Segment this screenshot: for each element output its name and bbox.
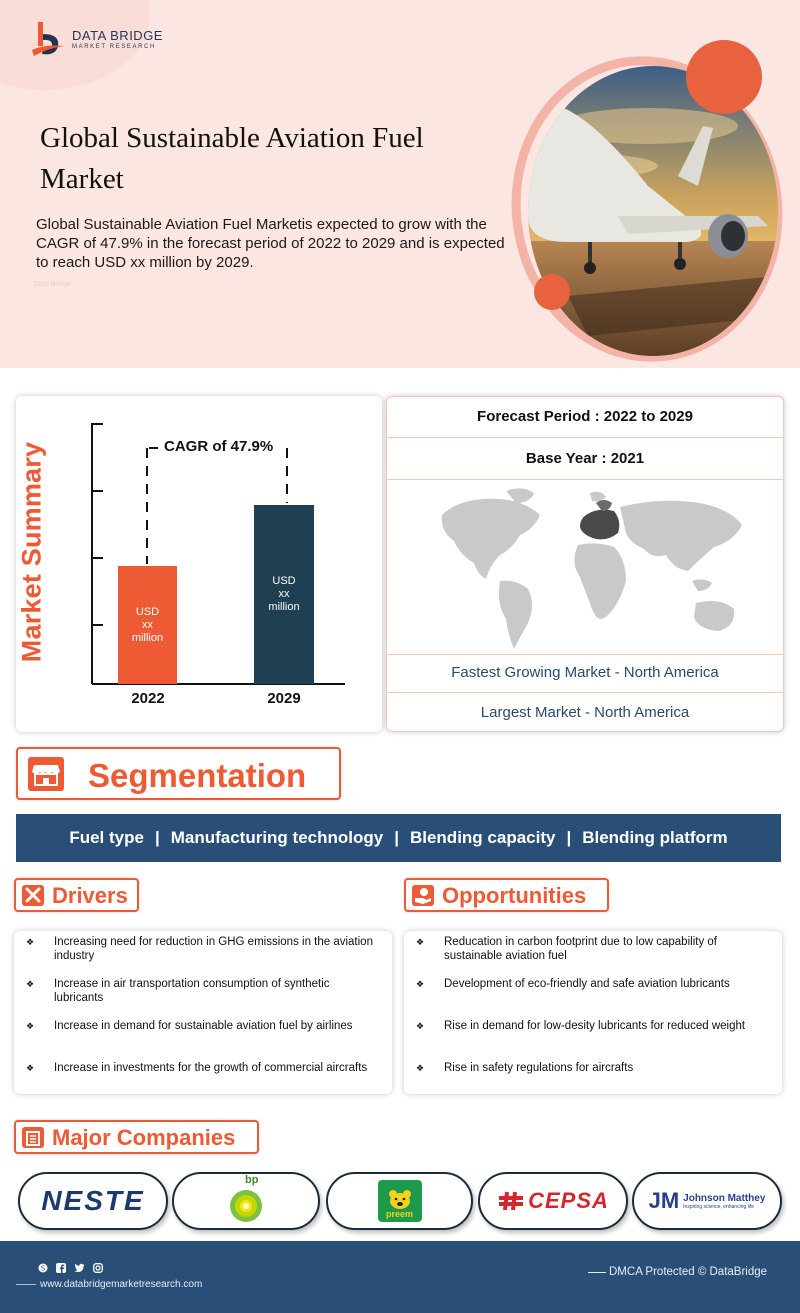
- preem-wordmark: preem: [385, 1209, 413, 1219]
- company-logo-bp[interactable]: [172, 1172, 320, 1230]
- bullet-icon: ❖: [26, 937, 35, 947]
- svg-text:S: S: [40, 1264, 46, 1273]
- bar-2022-label: USD xx million: [131, 605, 164, 644]
- cepsa-wordmark: CEPSA: [528, 1188, 609, 1213]
- jm-tagline: Inspiring science, enhancing life: [683, 1203, 755, 1210]
- cepsa-mark-icon: [497, 1190, 525, 1212]
- divider: [386, 692, 784, 693]
- hero-description: Global Sustainable Aviation Fuel Marketis expected to grow with the CAGR of 47.9% in the forecast period of 2022 to 2029 and is expected to reach USD xx million by 2029.: [36, 216, 505, 271]
- footer: [0, 1241, 800, 1313]
- storefront-icon: [28, 757, 64, 791]
- hand-coin-icon: [412, 885, 434, 906]
- facebook-icon[interactable]: [56, 1263, 66, 1276]
- divider: [386, 654, 784, 655]
- company-logo-neste[interactable]: [18, 1172, 168, 1230]
- cagr-label: CAGR of 47.9%: [164, 438, 274, 455]
- segment-blending-platform: Blending platform: [582, 828, 728, 847]
- hero-watermark-text: Data Bridge: [34, 281, 71, 288]
- bullet-icon: ❖: [26, 979, 35, 989]
- dmca-notice: DMCA Protected © DataBridge: [609, 1266, 768, 1278]
- drivers-header: [14, 878, 139, 912]
- bar-2029: [254, 505, 314, 684]
- opportunity-text: Rise in safety regulations for aircrafts: [444, 1062, 634, 1074]
- largest-market: Largest Market - North America: [480, 704, 690, 721]
- segment-separator: |: [154, 828, 160, 847]
- bullet-icon: ❖: [416, 979, 425, 989]
- driver-text: Increase in demand for sustainable aviation fuel by airlines: [54, 1020, 353, 1032]
- drivers-title: Drivers: [52, 883, 128, 908]
- segmentation-bar: [16, 814, 781, 862]
- bullet-icon: ❖: [416, 937, 425, 947]
- company-logo-preem[interactable]: [326, 1172, 473, 1230]
- building-icon: [22, 1127, 44, 1148]
- divider: [386, 479, 784, 480]
- instagram-icon[interactable]: [93, 1263, 103, 1276]
- tools-icon: [22, 885, 44, 906]
- tick-label-2022: 2022: [131, 690, 165, 707]
- segment-fuel-type: Fuel type: [69, 828, 144, 847]
- driver-text: Increase in air transportation consumption of synthetic lubricants: [54, 978, 330, 1004]
- driver-text: Increasing need for reduction in GHG emissions in the aviation industry: [54, 936, 373, 962]
- preem-badge: [378, 1180, 422, 1222]
- preem-bear-icon: [387, 1189, 413, 1209]
- twitter-icon[interactable]: [74, 1263, 85, 1276]
- segment-separator: |: [394, 828, 399, 847]
- segment-separator: |: [566, 828, 572, 847]
- driver-text: Increase in investments for the growth of commercial aircrafts: [54, 1062, 368, 1074]
- opportunities-list: [404, 931, 782, 1094]
- social-links: [38, 1263, 103, 1276]
- company-logo-johnson-matthey[interactable]: [632, 1172, 782, 1230]
- world-map-icon: [430, 485, 760, 655]
- page-title: Global Sustainable Aviation Fuel Market: [40, 122, 424, 195]
- opportunity-text: Reducation in carbon footprint due to low capability of sustainable aviation fuel: [444, 936, 717, 962]
- bullet-icon: ❖: [416, 1063, 425, 1073]
- market-summary-title: Market Summary: [16, 441, 47, 663]
- bp-wordmark: bp: [245, 1174, 259, 1186]
- tick-label-2029: 2029: [267, 690, 301, 707]
- bar-2022: [118, 566, 177, 684]
- opportunities-header: [404, 878, 609, 912]
- major-companies-title: Major Companies: [52, 1125, 236, 1150]
- website-link[interactable]: www.databridgemarketresearch.com: [40, 1279, 203, 1290]
- segment-blending-capacity: Blending capacity: [409, 828, 556, 847]
- jm-text: [683, 1193, 765, 1210]
- opportunity-text: Development of eco-friendly and safe aviation lubricants: [444, 978, 730, 990]
- brand-tagline: MARKET RESEARCH: [72, 44, 156, 50]
- fastest-growing-market: Fastest Growing Market - North America: [451, 664, 719, 681]
- footer-divider: [16, 1284, 36, 1285]
- forecast-period: Forecast Period : 2022 to 2029: [477, 408, 693, 425]
- bullet-icon: ❖: [26, 1063, 35, 1073]
- neste-wordmark: NESTE: [41, 1185, 145, 1216]
- segmentation-header: [16, 747, 341, 800]
- segmentation-title: Segmentation: [88, 757, 307, 794]
- bullet-icon: ❖: [416, 1021, 425, 1031]
- skype-icon[interactable]: [38, 1263, 48, 1276]
- brand-name: DATA BRIDGE: [72, 28, 163, 43]
- jm-mark: JM: [648, 1188, 680, 1213]
- company-logo-cepsa[interactable]: [478, 1172, 628, 1230]
- major-companies-header: [14, 1120, 259, 1154]
- base-year: Base Year : 2021: [525, 450, 645, 467]
- divider: [386, 437, 784, 438]
- opportunity-text: Rise in demand for low-desity lubricants for reduced weight: [444, 1020, 746, 1032]
- bullet-icon: ❖: [26, 1021, 35, 1031]
- footer-divider: [588, 1272, 606, 1273]
- drivers-list: [14, 931, 392, 1094]
- bar-2029-label: USD xx million: [268, 575, 300, 613]
- opportunities-title: Opportunities: [442, 883, 587, 908]
- jm-wordmark: Johnson Matthey: [683, 1192, 766, 1204]
- segment-manufacturing-technology: Manufacturing technology: [170, 828, 384, 847]
